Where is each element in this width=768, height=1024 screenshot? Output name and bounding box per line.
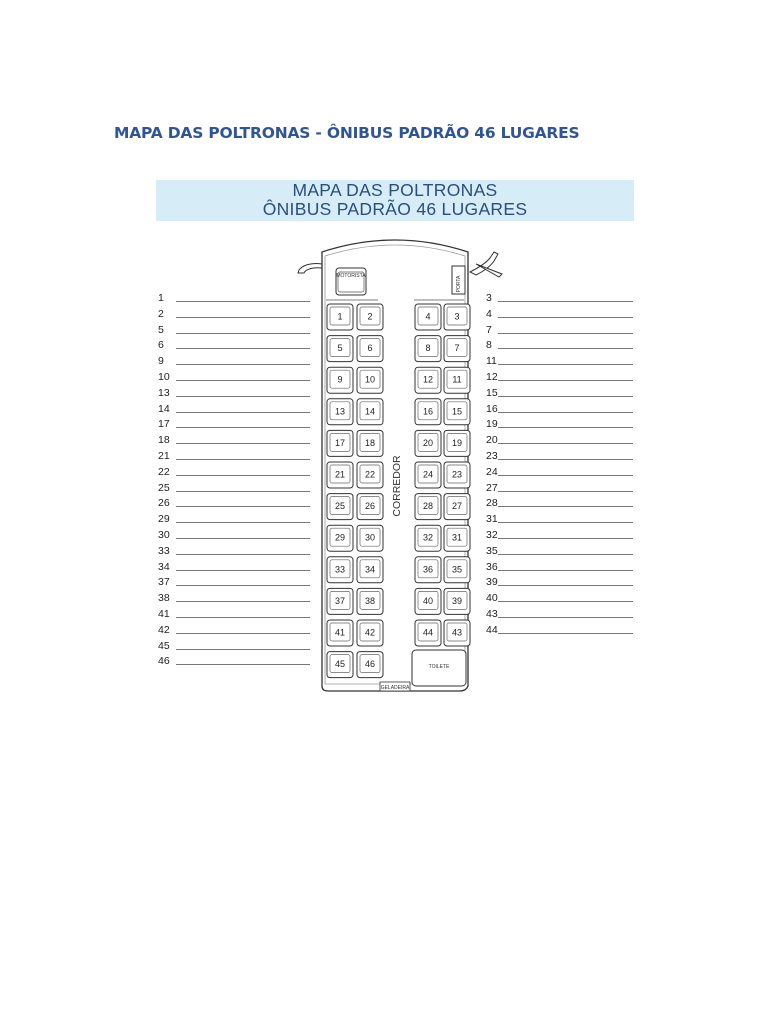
- roster-name-line[interactable]: [498, 301, 633, 302]
- roster-name-line[interactable]: [498, 633, 633, 634]
- roster-name-line[interactable]: [498, 522, 633, 523]
- seat[interactable]: [327, 304, 353, 330]
- banner-title-line2: ÔNIBUS PADRÃO 46 LUGARES: [262, 199, 528, 219]
- seat-number: 45: [334, 659, 346, 670]
- roster-seat-number: 32: [486, 529, 498, 541]
- seat[interactable]: [415, 588, 441, 614]
- seat[interactable]: [327, 462, 353, 488]
- seat-number: 33: [334, 564, 346, 575]
- roster-name-line[interactable]: [498, 475, 633, 476]
- seat-number: 4: [425, 311, 431, 322]
- roster-seat-number: 20: [486, 434, 498, 447]
- seat[interactable]: [327, 652, 353, 678]
- seat-number: 40: [422, 595, 434, 606]
- roster-seat-number: 14: [158, 402, 170, 415]
- roster-seat-number: 27: [486, 481, 498, 494]
- roster-seat-number: 21: [158, 450, 170, 462]
- door-label: PORTA: [456, 275, 462, 293]
- roster-name-line[interactable]: [498, 570, 633, 571]
- roster-name-line[interactable]: [498, 506, 633, 507]
- roster-seat-number: 19: [486, 418, 498, 431]
- seat-number: 18: [364, 437, 376, 448]
- roster-seat-number: 5: [158, 323, 164, 336]
- seat[interactable]: [444, 336, 470, 362]
- seat[interactable]: [327, 367, 353, 393]
- seat-number: 22: [364, 469, 376, 480]
- seat[interactable]: [357, 525, 383, 551]
- seat[interactable]: [357, 430, 383, 456]
- banner-title-line1: MAPA DAS POLTRONAS: [292, 180, 498, 200]
- seat-number: 31: [451, 532, 463, 543]
- driver-label: MOTORISTA: [336, 273, 366, 279]
- seat-number: 46: [364, 659, 376, 670]
- seat[interactable]: [357, 304, 383, 330]
- roster-seat-number: 11: [486, 355, 497, 368]
- corridor-label: CORREDOR: [391, 455, 403, 517]
- roster-seat-number: 1: [158, 292, 164, 304]
- roster-seat-number: 33: [158, 544, 170, 557]
- roster-name-line[interactable]: [498, 459, 633, 460]
- seat[interactable]: [327, 525, 353, 551]
- seat[interactable]: [415, 430, 441, 456]
- seat[interactable]: [357, 367, 383, 393]
- seat-number: 39: [451, 595, 463, 606]
- roster-seat-number: 6: [158, 339, 164, 352]
- roster-seat-number: 34: [158, 560, 170, 573]
- door: [452, 266, 465, 294]
- seat[interactable]: [357, 399, 383, 425]
- seat[interactable]: [415, 494, 441, 520]
- seat[interactable]: [415, 462, 441, 488]
- roster-seat-number: 30: [158, 529, 170, 541]
- seat-number: 13: [334, 406, 346, 417]
- roster-seat-number: 39: [486, 576, 498, 589]
- roster-name-line[interactable]: [498, 585, 633, 586]
- seat-number: 17: [334, 437, 346, 448]
- roster-seat-number: 3: [486, 292, 492, 304]
- roster-name-line[interactable]: [498, 412, 633, 413]
- rear-compartment: [380, 682, 410, 691]
- seat-number: 15: [451, 406, 463, 417]
- roster-seat-number: 22: [158, 465, 170, 478]
- seat-number: 24: [422, 469, 434, 480]
- seat[interactable]: [415, 304, 441, 330]
- roster-seat-number: 28: [486, 497, 498, 510]
- seat-number: 9: [337, 374, 343, 385]
- roster-seat-number: 35: [486, 544, 498, 557]
- roster-seat-number: 13: [158, 386, 170, 399]
- document-title: MAPA DAS POLTRONAS - ÔNIBUS PADRÃO 46 LUGARES: [114, 124, 580, 142]
- seat-number: 8: [425, 343, 431, 354]
- seat-number: 2: [367, 311, 373, 322]
- seat-number: 27: [451, 501, 463, 512]
- seat[interactable]: [357, 620, 383, 646]
- roster-name-line[interactable]: [498, 491, 633, 492]
- seat-number: 32: [422, 532, 434, 543]
- roster-seat-number: 46: [158, 655, 170, 668]
- seat[interactable]: [444, 304, 470, 330]
- roster-seat-number: 23: [486, 450, 498, 462]
- roster-name-line[interactable]: [498, 364, 633, 365]
- left-mirror-icon: [298, 263, 322, 273]
- seat[interactable]: [357, 494, 383, 520]
- roster-name-line[interactable]: [498, 380, 633, 381]
- roster-seat-number: 2: [158, 307, 164, 320]
- seat[interactable]: [327, 557, 353, 583]
- roster-seat-number: 25: [158, 481, 170, 494]
- roster-seat-number: 4: [486, 307, 492, 320]
- seat-number: 6: [367, 343, 373, 354]
- seat-number: 44: [422, 627, 434, 638]
- seat[interactable]: [415, 399, 441, 425]
- seat[interactable]: [327, 336, 353, 362]
- seat-number: 20: [422, 437, 434, 448]
- roster-name-line[interactable]: [498, 348, 633, 349]
- seat-number: 21: [334, 469, 346, 480]
- seat[interactable]: [444, 525, 470, 551]
- seat[interactable]: [444, 557, 470, 583]
- seat-number: 10: [364, 374, 376, 385]
- seat-number: 7: [454, 343, 460, 354]
- seat[interactable]: [415, 525, 441, 551]
- roster-seat-number: 36: [486, 560, 498, 573]
- seat-map-banner: [156, 180, 634, 221]
- seat-number: 29: [334, 532, 346, 543]
- roster-seat-number: 17: [158, 418, 170, 431]
- seat[interactable]: [444, 430, 470, 456]
- seat-number: 34: [364, 564, 376, 575]
- seat-number: 23: [451, 469, 463, 480]
- seat-number: 41: [334, 627, 346, 638]
- roster-name-line[interactable]: [498, 396, 633, 397]
- roster-seat-number: 43: [486, 608, 498, 620]
- seat[interactable]: [444, 620, 470, 646]
- roster-name-line[interactable]: [498, 617, 633, 618]
- roster-seat-number: 26: [158, 497, 170, 510]
- seat-number: 12: [422, 374, 434, 385]
- roster-name-line[interactable]: [498, 554, 633, 555]
- seat[interactable]: [327, 494, 353, 520]
- seat[interactable]: [357, 652, 383, 678]
- roster-seat-number: 18: [158, 434, 170, 447]
- seat[interactable]: [327, 588, 353, 614]
- seat[interactable]: [444, 367, 470, 393]
- roster-seat-number: 10: [158, 371, 170, 383]
- seat-number: 26: [364, 501, 376, 512]
- roster-seat-number: 31: [486, 513, 498, 526]
- seat[interactable]: [357, 557, 383, 583]
- seat-number: 19: [451, 437, 463, 448]
- roster-seat-number: 37: [158, 576, 170, 589]
- seat-number: 30: [364, 532, 376, 543]
- seat[interactable]: [357, 588, 383, 614]
- seat[interactable]: [327, 430, 353, 456]
- seat[interactable]: [327, 620, 353, 646]
- rear-label: GELADEIRA: [380, 685, 410, 691]
- roster-name-line[interactable]: [498, 601, 633, 602]
- seat-number: 36: [422, 564, 434, 575]
- seat[interactable]: [415, 620, 441, 646]
- seat-number: 3: [454, 311, 460, 322]
- seat[interactable]: [415, 367, 441, 393]
- seat[interactable]: [415, 557, 441, 583]
- seat-number: 35: [451, 564, 463, 575]
- toilet-label: TOILETE: [428, 664, 450, 670]
- roster-seat-number: 45: [158, 639, 170, 652]
- roster-seat-number: 7: [486, 323, 492, 336]
- seat[interactable]: [415, 336, 441, 362]
- roster-seat-number: 29: [158, 513, 170, 526]
- seat[interactable]: [444, 399, 470, 425]
- seat-number: 42: [364, 627, 376, 638]
- seat-number: 14: [364, 406, 376, 417]
- seat-number: 1: [337, 311, 343, 322]
- roster-seat-number: 16: [486, 402, 498, 415]
- roster-seat-number: 15: [486, 386, 498, 399]
- roster-seat-number: 38: [158, 592, 170, 605]
- seat-number: 16: [422, 406, 434, 417]
- seat-number: 25: [334, 501, 346, 512]
- seat[interactable]: [357, 462, 383, 488]
- bus-seat-diagram: [280, 234, 510, 694]
- roster-seat-number: 40: [486, 592, 498, 605]
- roster-seat-number: 12: [486, 371, 498, 383]
- seat[interactable]: [444, 588, 470, 614]
- roster-name-line[interactable]: [498, 443, 633, 444]
- seat[interactable]: [444, 494, 470, 520]
- seat-number: 5: [337, 343, 343, 354]
- seat[interactable]: [444, 462, 470, 488]
- roster-seat-number: 42: [158, 623, 170, 636]
- roster-seat-number: 24: [486, 465, 498, 478]
- roster-name-line[interactable]: [498, 538, 633, 539]
- roster-name-line[interactable]: [498, 333, 633, 334]
- driver-seat: [336, 268, 366, 295]
- roster-seat-number: 41: [158, 608, 170, 620]
- toilet: [412, 650, 466, 686]
- seat-number: 43: [451, 627, 463, 638]
- seat-number: 11: [452, 374, 462, 385]
- seat-number: 38: [364, 595, 376, 606]
- seat[interactable]: [357, 336, 383, 362]
- seat-number: 28: [422, 501, 434, 512]
- roster-seat-number: 44: [486, 623, 498, 636]
- roster-seat-number: 9: [158, 355, 164, 368]
- roster-name-line[interactable]: [498, 427, 633, 428]
- seat-number: 37: [334, 595, 346, 606]
- seat[interactable]: [327, 399, 353, 425]
- roster-name-line[interactable]: [498, 317, 633, 318]
- roster-seat-number: 8: [486, 339, 492, 352]
